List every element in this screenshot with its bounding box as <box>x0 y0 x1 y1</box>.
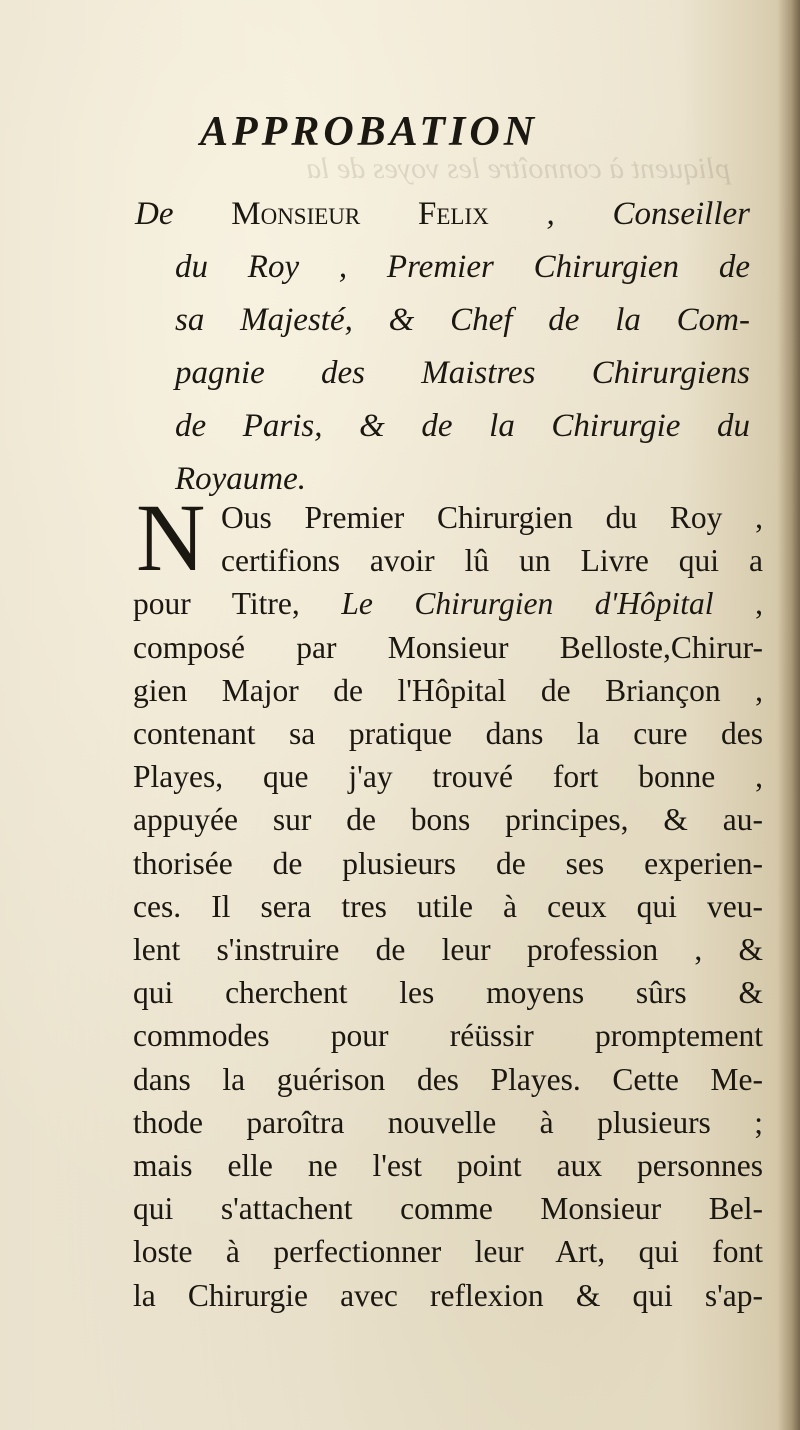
subtitle-prefix: De <box>135 196 232 232</box>
subtitle-line: de Paris, & de la Chirurgie du <box>175 408 750 444</box>
body-line: Ous Premier Chirurgien du Roy , <box>221 500 763 535</box>
body-line: certifions avoir lû un Livre qui a <box>221 543 763 579</box>
body-line: composé par Monsieur Belloste,Chirur- <box>133 629 763 665</box>
body-line: qui cherchent les moyens sûrs & <box>133 975 763 1011</box>
subtitle-line: pagnie des Maistres Chirurgiens <box>175 355 750 391</box>
body-line: loste à perfectionner leur Art, qui font <box>133 1234 763 1270</box>
page-title: APPROBATION <box>200 109 539 155</box>
body-line: pour Titre, Le Chirurgien d'Hôpital , <box>133 586 763 622</box>
bleed-through-text: pliquent à connoître les voyes de la <box>306 152 730 185</box>
body-line: dans la guérison des Playes. Cette Me- <box>133 1061 763 1097</box>
subtitle-title-word: Conseiller <box>612 196 751 232</box>
subtitle-line: sa Majesté, & Chef de la Com- <box>175 302 750 338</box>
subtitle-block <box>135 188 750 506</box>
body-line: gien Major de l'Hôpital de Briançon , <box>133 672 763 708</box>
body-line: thorisée de plusieurs de ses experien- <box>133 845 763 881</box>
body-line: lent s'instruire de leur profession , & <box>133 932 763 968</box>
approbation-text <box>133 484 763 1317</box>
body-line: la Chirurgie avec reflexion & qui s'ap- <box>133 1277 763 1313</box>
subtitle-line <box>135 188 750 241</box>
page-gutter-shadow <box>778 0 800 1430</box>
body-line: ces. Il sera tres utile à ceux qui veu- <box>133 888 763 924</box>
body-line: qui s'attachent comme Monsieur Bel- <box>133 1191 763 1227</box>
subtitle-line: Royaume. <box>175 461 307 497</box>
subtitle-name: Monsieur Felix <box>231 196 489 232</box>
body-line: commodes pour réüssir promptement <box>133 1018 763 1054</box>
body-line: contenant sa pratique dans la cure des <box>133 716 763 752</box>
drop-cap: N <box>136 484 206 591</box>
body-line: appuyée sur de bons principes, & au- <box>133 802 763 838</box>
subtitle-line: du Roy , Premier Chirurgien de <box>175 249 750 285</box>
body-line: Playes, que j'ay trouvé fort bonne , <box>133 759 763 795</box>
body-line: thode paroîtra nouvelle à plusieurs ; <box>133 1104 763 1140</box>
body-line: mais elle ne l'est point aux personnes <box>133 1148 763 1184</box>
subtitle-comma: , <box>488 196 613 232</box>
